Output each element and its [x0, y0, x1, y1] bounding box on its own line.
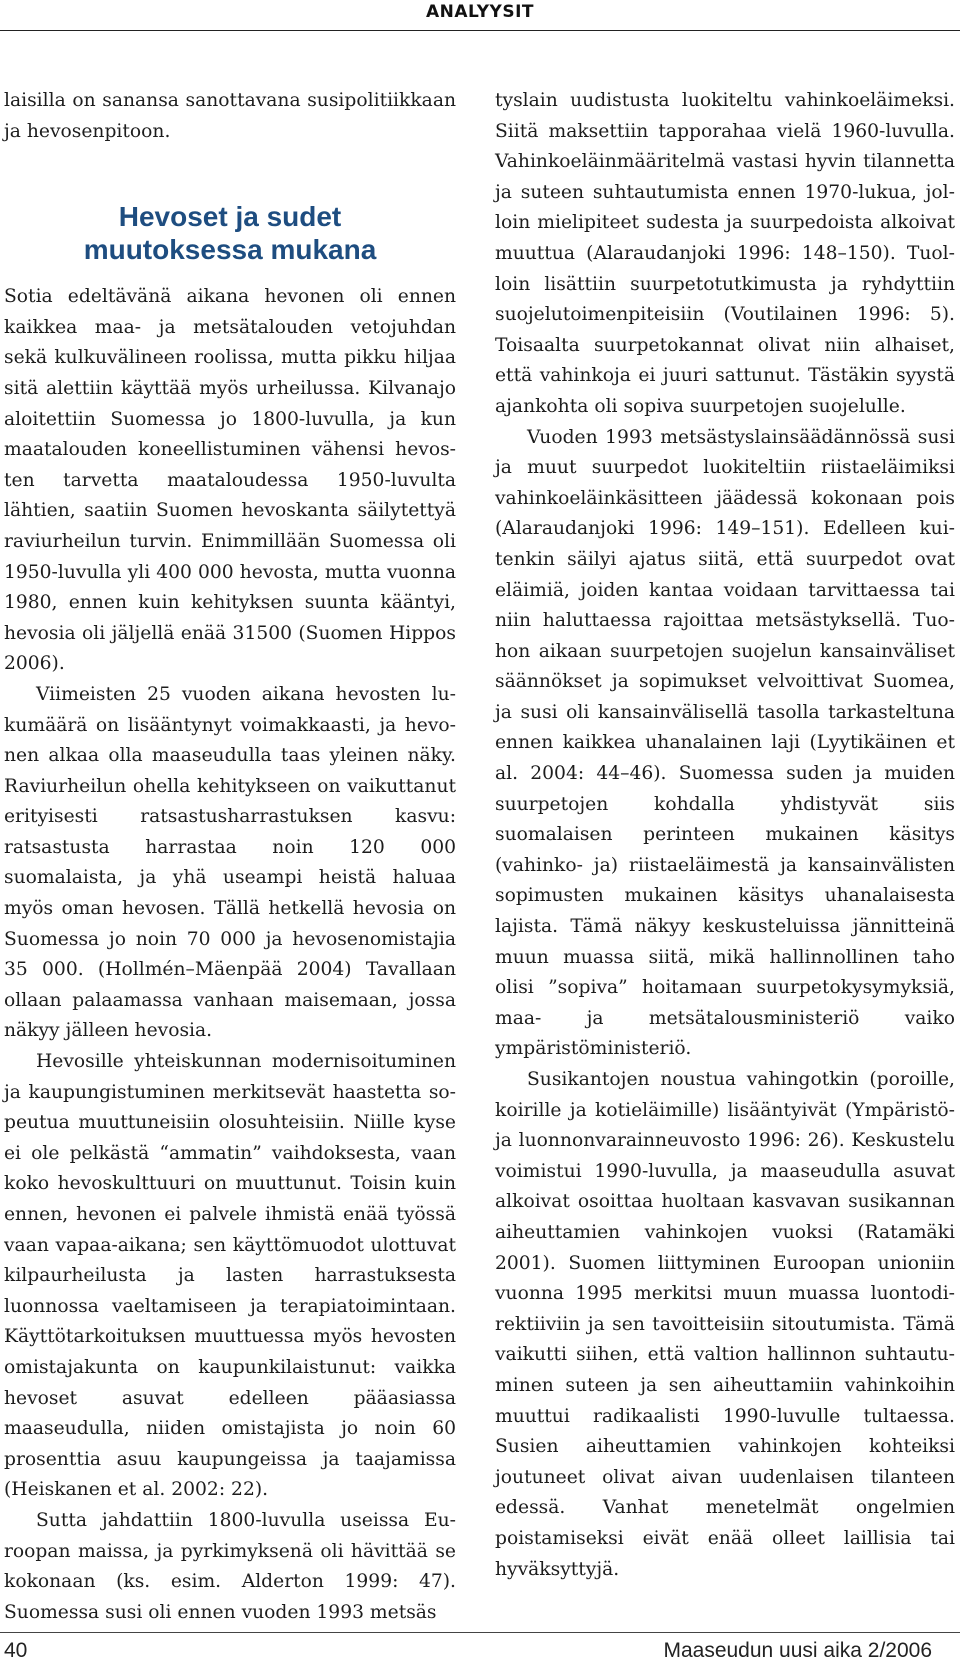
- header-divider: [0, 30, 960, 31]
- body-paragraph: Hevosille yhteiskunnan modernisoituminen ja kaupungistuminen merkitsevät haastetta sopeutua muuttuneisiin olosuhteisiin. Niille kyse ei ole pelkästä “ammatin” vaihdoksesta, vaan koko hevoskulttuuri on muuttunut. Toisin kuin ennen, hevonen ei palvele ihmistä enää työssä vaan vapaa-aikana; sen käyttömuodot ulottuvat kilpaurheilusta ja lasten harrastuksesta luonnossa vaeltamiseen ja terapiatoimintaan. Käyttötarkoituksen muuttuessa myös hevosten omistajakunta on kaupunkilaistunut: vaikka hevoset asuvat edelleen pääasiassa maaseudulla, niiden omistajista jo noin 60 prosenttia asuu kaupungeissa ja taajamissa (Heiskanen et al. 2002: 22).: [4, 1051, 456, 1501]
- left-column: [4, 86, 456, 1628]
- section-label: ANALYYSIT: [425, 2, 534, 22]
- body-paragraph: Sotia edeltävänä aikana hevonen oli ennen kaikkea maa- ja metsätalouden vetojuhdan sekä kulkuvälineen roolissa, mutta pikku hiljaa sitä alettiin käyttää myös urheilussa. Kilvanajo aloitettiin Suomessa jo 1800-luvulla, ja kun maatalouden koneellistuminen vähensi hevosten tarvetta maataloudessa 1950-luvulta lähtien, saatiin Suomen hevoskanta säilytettyä raviurheilun turvin. Enimmillään Suomessa oli 1950-luvulla yli 400 000 hevosta, mutta vuonna 1980, ennen kuin kehityksen suunta kääntyi, hevosia oli jäljellä enää 31500 (Suomen Hippos 2006).: [4, 286, 456, 675]
- article-heading: Hevoset ja sudet muutoksessa mukana: [83, 201, 377, 266]
- footer-divider: [0, 1632, 960, 1633]
- publication-title: Maaseudun uusi aika 2/2006: [663, 1639, 932, 1662]
- right-column: [495, 86, 955, 1585]
- page-number: 40: [4, 1639, 28, 1662]
- body-paragraph: Sutta jahdattiin 1800-luvulla useissa Euroopan maissa, ja pyrkimyksenä oli hävittää se kokonaan (ks. esim. Alderton 1999: 47). Suomessa susi oli ennen vuoden 1993 metsäs: [4, 1509, 456, 1623]
- intro-paragraph: laisilla on sanansa sanottavana susipolitiikkaan ja hevosenpitoon.: [4, 90, 456, 142]
- body-paragraph: Vuoden 1993 metsästyslainsäädännössä susi ja muut suurpedot luokiteltiin riistaeläimiksi vahinkoeläinkäsitteen jäädessä kokonaan pois (Alaraudanjoki 1996: 149–151). Edelleen kuitenkin säilyi ajatus siitä, että suurpedot ovat eläimiä, joiden kantaa voidaan tarvittaessa tai niin haluttaessa rajoittaa metsästyksellä. Tuohon aikaan suurpetojen suojelun kansainväliset säännökset ja sopimukset velvoittivat Suomea, ja susi oli kansainvälisellä tasolla tarkasteltuna ennen kaikkea uhanalainen laji (Lyytikäinen et al. 2004: 44–46). Suomessa suden ja muiden suurpetojen kohdalla yhdistyvät siis suomalaisen perinteen mukainen käsitys (vahinko- ja) riistaeläimestä ja kansainvälisten sopimusten mukainen käsitys uhanalaisesta lajista. Tämä näkyy keskusteluissa jännitteinä muun muassa siitä, mikä hallinnollinen taho olisi ”sopiva” hoitamaan suurpetokysymyksiä, maa- ja metsätalousministeriö vaiko ympäristöministeriö.: [495, 426, 955, 1060]
- body-paragraph: tyslain uudistusta luokiteltu vahinkoeläimeksi. Siitä maksettiin tapporahaa vielä 1960-luvulla. Vahinkoeläinmääritelmä vastasi hyvin tilannetta ja suteen suhtautumista ennen 1970-lukua, jolloin mielipiteet sudesta ja suurpedoista alkoivat muuttua (Alaraudanjoki 1996: 148–150). Tuolloin lisättiin suurpetotutkimusta ja ryhdyttiin suojelutoimenpiteisiin (Voutilainen 1996: 5). Toisaalta suurpetokannat olivat niin alhaiset, että vahinkoja ei juuri sattunut. Tästäkin syystä ajankohta oli sopiva suurpetojen suojelulle.: [495, 90, 955, 417]
- body-paragraph: Susikantojen noustua vahingotkin (poroille, koirille ja kotieläimille) lisääntyivät (Ympäristöja luonnonvarainneuvosto 1996: 26). Keskustelu voimistui 1990-luvulla, ja maaseudulla asuvat alkoivat osoittaa huoltaan kasvavan susikannan aiheuttamien vahinkojen vuoksi (Ratamäki 2001). Suomen liittyminen Euroopan unioniin vuonna 1995 merkitsi muun muassa luontodirektiiviin ja sen tavoitteisiin sitoutumista. Tämä vaikutti siihen, että valtion hallinnon suhtautuminen suteen ja sen aiheuttamiin vahinkoihin muuttui radikaalisti 1990-luvulle tultaessa. Susien aiheuttamien vahinkojen kohteiksi joutuneet olivat aivan uudenlaisen tilanteen edessä. Vanhat menetelmät ongelmien poistamiseksi eivät enää olleet laillisia tai hyväksyttyjä.: [495, 1069, 955, 1580]
- body-paragraph: Viimeisten 25 vuoden aikana hevosten lukumäärä on lisääntynyt voimakkaasti, ja hevonen alkaa olla maaseudulla taas yleinen näky. Raviurheilun ohella kehitykseen on vaikuttanut erityisesti ratsastusharrastuksen kasvu: ratsastusta harrastaa noin 120 000 suomalaista, ja yhä useampi heistä haluaa myös oman hevosen. Tällä hetkellä hevosia on Suomessa jo noin 70 000 ja hevosenomistajia 35 000. (Hollmén–Mäenpää 2004) Tavallaan ollaan palaamassa vanhaan maisemaan, jossa näkyy jälleen hevosia.: [4, 683, 456, 1042]
